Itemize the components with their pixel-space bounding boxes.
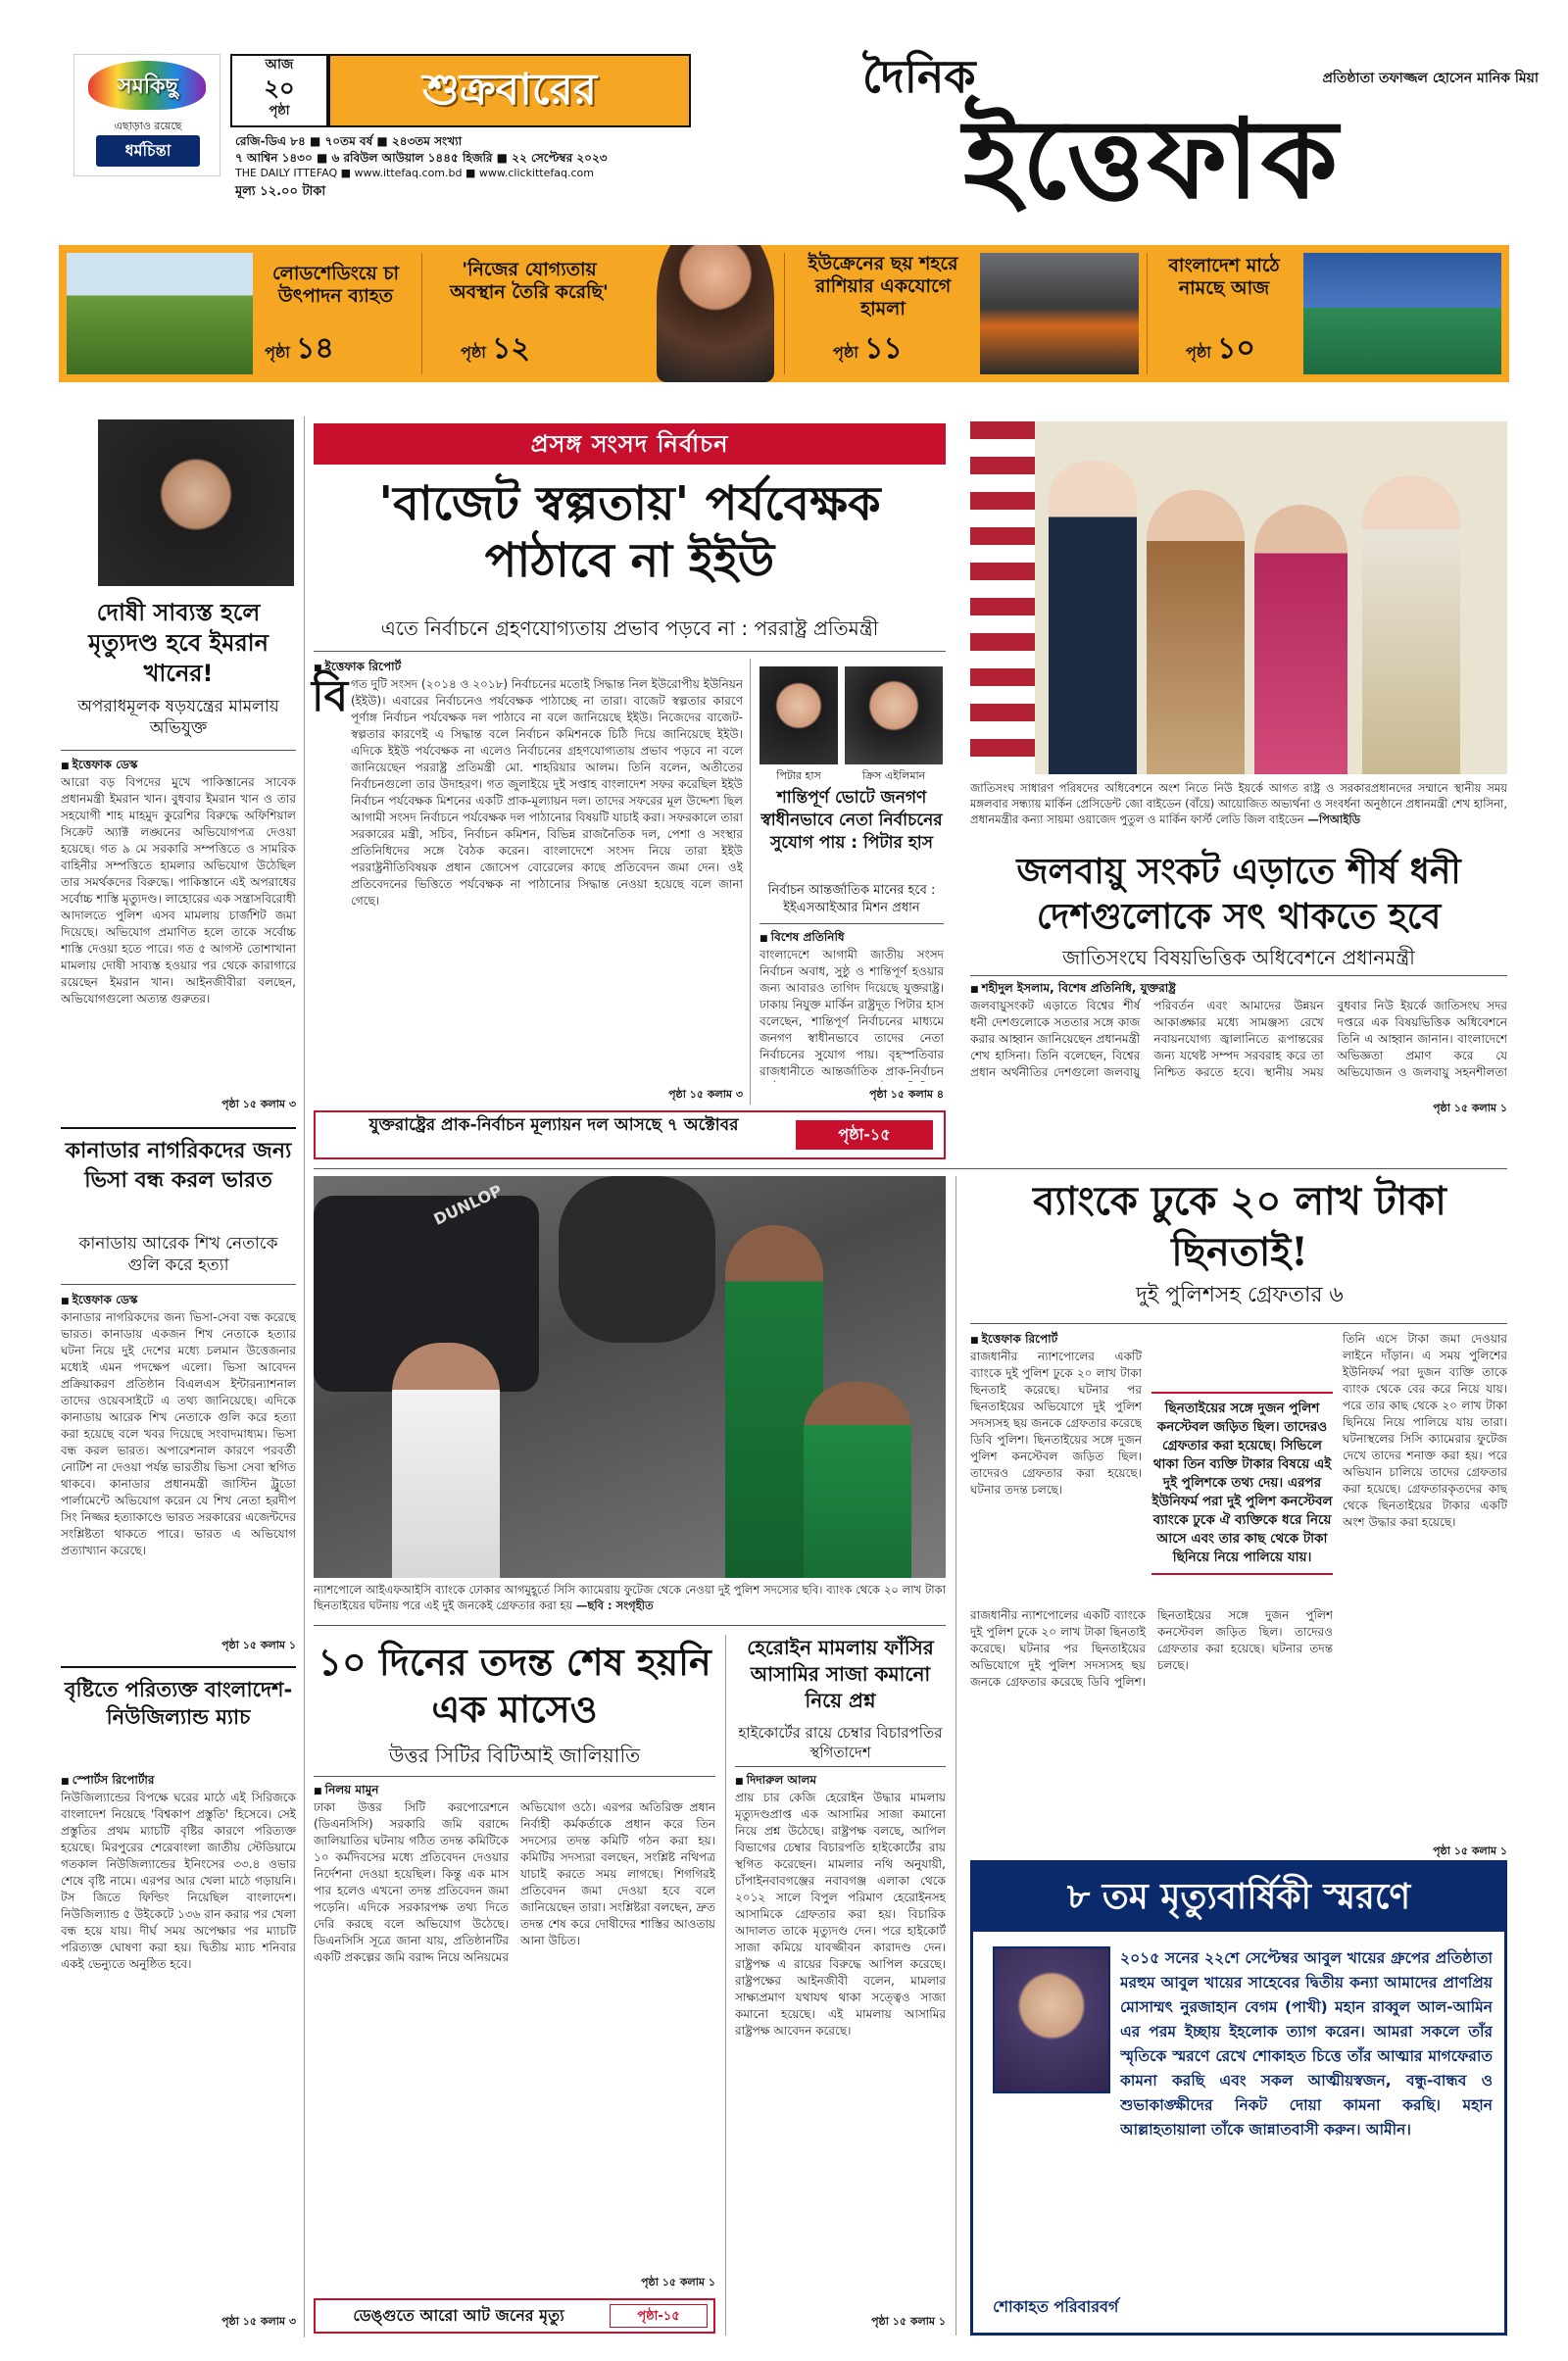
hasina-figure (1147, 490, 1245, 774)
biden-figure (1049, 461, 1137, 774)
rule (970, 975, 1507, 976)
us-strip-text: যুক্তরাষ্ট্রের প্রাক-নির্বাচন মূল্যায়ন দল আসছে ৭ অক্টোবর (368, 1115, 739, 1135)
obituary-portrait (993, 1946, 1110, 2093)
imran-continued[interactable]: পৃষ্ঠা ১৫ কলাম ৩ (221, 1098, 296, 1110)
probe-subheadline: উত্তর সিটির বিটিআই জালিয়াতি (388, 1744, 641, 1767)
teaser-page (461, 324, 530, 374)
eu-body: গত দুটি সংসদ (২০১৪ ও ২০১৮) নির্বাচনের মতোই সিদ্ধান্ত নিল ইউরোপীয় ইউনিয়ন (ইইউ)। এবারের নির্বাচনেও পর্যবেক্ষক পাঠাচ্ছে না তারা। বাজেট স্বল্পতার কারণে পূর্ণাঙ্গ নির্বাচন পর্যবেক্ষক দল পাঠাবে না বলে জানিয়েছে ইইউ। নিজেদের বাজেট-স্বল্পতার কারণেই এ সিদ্ধান্ত বলে নির্বাচন কমিশনকে চিঠি দিয়ে জানিয়েছে ইইউ। এদিকে ইইউ পর্যবেক্ষক না এলেও নির্বাচনের গ্রহণযোগ্যতায় প্রভাব পড়বে না বলে জানিয়েছেন পররাষ্ট্র প্রতিমন্ত্রী মো. শাহরিয়ার আলম। তিনি বলেন, অতীতের নির্বাচনগুলো তার উদাহরণ। গত জুলাইয়ে দুই সপ্তাহ বাংলাদেশ সফর করেছিল ইইউ নির্বাচন পর্যবেক্ষক মিশনের একটি প্রাক-মূল্যায়ন দল। তাদের সফরের মূল উদ্দেশ্য ছিল আগামী সংসদ নির্বাচনে পর্যবেক্ষক দল পাঠানোর বিষয়টি যাচাই করা। সফরকালে তারা সরকারের মন্ত্রী, সচিব, নির্বাচন কমিশন, বিভিন্ন রাজনৈতিক দল, পেশা ও সংস্থার প্রতিনিধিদের সঙ্গে বৈঠক করেন। বাংলাদেশে সংসদ নিয়ে তারা ইইউ পররাষ্ট্রনীতিবিষয়ক প্রধান জোসেপ বোরেলের কাছে প্রতিবেদন জমা দেন। ওই প্রতিবেদনের ভিত্তিতে পর্যবেক্ষক না পাঠানোর সিদ্ধান্ত নেওয়া হয়েছে বলে জানা গেছে। (351, 677, 743, 908)
biden-caption-text: জাতিসংঘ সাধারণ পরিষদের অধিবেশনে অংশ নিতে নিউ ইয়র্কে আগত রাষ্ট্র ও সরকারপ্রধানদের সম্মানে স্থানীয় সময় মঙ্গলবার সন্ধ্যায় মার্কিন প্রেসিডেন্ট জো বাইডেন (বাঁয়ে) আয়োজিত অভ্যর্থনা ও সংবর্ধনা অনুষ্ঠানে প্রধানমন্ত্রী শেখ হাসিনা, প্রধানমন্ত্রীর কন্যা সায়মা ওয়াজেদ পুতুল ও মার্কিন ফার্স্ট লেডি জিল বাইডেন (970, 781, 1507, 826)
climate-body: জলবায়ুসংকট এড়াতে বিশ্বের শীর্ষ ধনী দেশগুলোকে সততার সঙ্গে কাজ করার আহ্বান জানিয়েছেন প্রধানমন্ত্রী শেখ হাসিনা। তিনি বলেছেন, বিশ্বের প্রধান অর্থনীতির দেশগুলো জলবায়ু পরিবর্তন এবং আমাদের উন্নয়ন আকাঙ্ক্ষার মধ্যে সামঞ্জস্য রেখে নবায়নযোগ্য জ্বালানিতে রূপান্তরের জন্য যথেষ্ট সম্পদ সরবরাহ করে তা নিশ্চিত করতে হবে। স্থানীয় সময় বুধবার নিউ ইয়র্কে জাতিসংঘ সদর দপ্তরে এক বিষয়ভিত্তিক অধিবেশনে তিনি এ আহ্বান জানান। বাংলাদেশে অভিজ্ঞতা প্রমাণ করে যে অভিযোজন ও জলবায়ু সহনশীলতা (970, 999, 1507, 1079)
sponsor-logo-text: সমকিছু (118, 74, 178, 99)
actress-photo (657, 245, 774, 382)
obituary-title-bar (973, 1863, 1504, 1932)
bank-body-continued: রাজধানীর ন্যাশপোলের একটি ব্যাংকে দুই পুলিশ ঢুকে ২০ লাখ টাকা ছিনতাই করেছে। ঘটনার পর ছিনতাইয়ের অভিযোগে দুই পুলিশ সদস্যসহ ছয় জনকে গ্রেফতার করেছে ডিবি পুলিশ। ছিনতাইয়ের সঙ্গে দুজন পুলিশ কনস্টেবল জড়িত ছিল। তাদেরও গ্রেফতার করা হয়েছে। ঘটনার তদন্ত চলছে। (970, 1608, 1333, 1689)
teaser-ukraine[interactable] (784, 245, 1147, 382)
bank-continued[interactable]: পৃষ্ঠা ১৫ কলাম ১ (1433, 1845, 1507, 1857)
climate-subheadline: জাতিসংঘে বিষয়ভিত্তিক অধিবেশনে প্রধানমন্ত্রী (1062, 946, 1415, 969)
haas-subheadline: নির্বাচন আন্তর্জাতিক মানের হবে : ইইএসআইআর মিশন প্রধান (767, 883, 936, 915)
us-flag (970, 421, 1035, 774)
sponsor-brand: ধর্মচিন্তা (96, 135, 200, 167)
column-divider (304, 417, 305, 2337)
heroin-body: প্রায় চার কেজি হেরোইন উদ্ধার মামলায় মৃত্যুদণ্ডপ্রাপ্ত এক আসামির সাজা কমানো নিয়ে প্রশ্ন উঠেছে। রাষ্ট্রপক্ষ বলছে, আপিল বিভাগের চেম্বার বিচারপতি হাইকোর্টের রায় স্থগিত করেছেন। মামলার নথি অনুযায়ী, চাঁপাইনবাবগঞ্জের নবাবগঞ্জ এলাকা থেকে ২০১২ সালে বিপুল পরিমাণ হেরোইনসহ আসামিকে গ্রেফতার করা হয়। বিচারিক আদালত তাকে মৃত্যুদণ্ড দেন। পরে হাইকোর্ট সাজা কমিয়ে যাবজ্জীবন কারাদণ্ড দেন। রাষ্ট্রপক্ষ এ রায়ের বিরুদ্ধে আপিল করেছে। রাষ্ট্রপক্ষের আইনজীবী বলেন, মামলার সাক্ষ্যপ্রমাণ যথাযথ থাকা সত্ত্বেও সাজা কমানো হয়েছে। এই মামলায় আসামির রাষ্ট্রপক্ষ আবেদন করেছে। (735, 1791, 946, 2038)
cctv-photo (314, 1176, 946, 1578)
biden-credit: —পিআইডি (1307, 812, 1361, 826)
rule (314, 1776, 715, 1777)
us-assessment-strip[interactable] (314, 1110, 946, 1159)
rule (61, 750, 296, 751)
bank-pull-quote: ছিনতাইয়ের সঙ্গে দুজন পুলিশ কনস্টেবল জড়িত ছিল। তাদেরও গ্রেফতার করা হয়েছে। সিভিলে থাকা তিন ব্যক্তি টাকার বিষয়ে এই দুই পুলিশকে তথ্য দেয়। এরপর ইউনিফর্ম পরা দুই পুলিশ কনস্টেবল ব্যাংকে ঢুকে ঐ ব্যক্তিকে ধরে নিয়ে আসে এবং তার কাছ থেকে টাকা ছিনিয়ে নিয়ে পালিয়ে যায়। (1152, 1392, 1333, 1575)
date-line: ৭ আশ্বিন ১৪৩০ ■ ৬ রবিউল আউয়াল ১৪৪৫ হিজরি ■ ২২ সেপ্টেম্বর ২০২৩ (235, 151, 608, 165)
today-label: আজ (265, 57, 294, 73)
price: মূল্য ১২.০০ টাকা (235, 184, 326, 199)
section-rule (61, 1666, 296, 1668)
teaser-page-label: পৃষ্ঠা (1186, 343, 1211, 362)
probe-body: ঢাকা উত্তর সিটি করপোরেশনে (ডিএনসিসি) সরকারি জমি বরাদ্দে জালিয়াতির ঘটনায় গঠিত তদন্ত কমিটিকে ১০ কর্মদিবসের মধ্যে প্রতিবেদন দেওয়ার নির্দেশনা দেওয়া হয়েছিল। কিন্তু এক মাস পার হলেও এখনো তদন্ত প্রতিবেদন জমা পড়েনি। এদিকে সরকারপক্ষ তথ্য দিতে দেরি করছে বলে অভিযোগ উঠেছে। ডিএনসিসি সূত্রে জানা যায়, প্রতিষ্ঠানটির একটি প্রকল্পের জমি বরাদ্দ নিয়ে অনিয়মের অভিযোগ ওঠে। এরপর অতিরিক্ত প্রধান নির্বাহী কর্মকর্তাকে প্রধান করে তিন সদস্যের তদন্ত কমিটি গঠন করা হয়। কমিটির সদস্যরা বলছেন, সংশ্লিষ্ট নথিপত্র যাচাই করতে সময় লাগছে। শিগগিরই প্রতিবেদন জমা দেওয়া হবে বলে জানিয়েছেন তারা। সংশ্লিষ্টরা বলছেন, দ্রুত তদন্ত শেষ করে দোষীদের শাস্তির আওতায় আনা উচিত। (314, 1800, 715, 1964)
motorbike-shape (559, 1176, 715, 1343)
rule (314, 651, 946, 652)
kicker-banner (314, 423, 946, 465)
heroin-byline: ■ দিদারুল আলম (735, 1772, 816, 1792)
eilliman-caption: ক্রিস এইলিমান (861, 769, 926, 782)
canada-subheadline: কানাডায় আরেক শিখ নেতাকে গুলি করে হত্যা (78, 1234, 278, 1275)
saima-figure (1254, 505, 1348, 774)
obituary-body: ২০১৫ সনের ২২শে সেপ্টেম্বর আবুল খায়ের গ্রুপের প্রতিষ্ঠাতা মরহুম আবুল খায়ের সাহেবের দ্বিতীয় কন্যা আমাদের প্রাণপ্রিয় মোসাম্মৎ নুরজাহান বেগম (পাখী) মহান রাব্বুল আল-আমিন এর পরম ইচ্ছায় ইহলোক ত্যাগ করেন। আমরা সকলে তাঁর স্মৃতিকে স্মরণে রেখে শোকাহত চিত্তে তাঁর আত্মার মাগফেরাত কামনা করছি এবং সকল আত্মীয়স্বজন, বন্ধু-বান্ধব ও শুভাকাঙ্ক্ষীদের নিকট দোয়া কামনা করছি। মহান আল্লাহতায়ালা তাঁকে জান্নাতবাসী করুন। আমীন। (1120, 1949, 1493, 2139)
ukraine-fire-photo (980, 253, 1139, 374)
probe-byline: ■ নিলয় মামুন (314, 1782, 378, 1801)
haas-headline[interactable]: শান্তিপূর্ণ ভোটে জনগণ স্বাধীনভাবে নেতা নির্বাচনের সুযোগ পায় : পিটার হাস (760, 788, 943, 853)
canada-byline: ■ ইত্তেফাক ডেস্ক (61, 1292, 137, 1311)
imran-subheadline: অপরাধমূলক ষড়যন্ত্রের মামলায় অভিযুক্ত (77, 697, 279, 738)
teaser-page (833, 324, 903, 374)
teaser-page-label: পৃষ্ঠা (265, 343, 290, 362)
pages-label: পৃষ্ঠা (269, 104, 290, 119)
canada-headline[interactable]: কানাডার নাগরিকদের জন্য ভিসা বন্ধ করল ভারত (65, 1139, 292, 1193)
registration-line: রেজি-ডিএ ৮৪ ■ ৭০তম বর্ষ ■ ২৪৩তম সংখ্যা (235, 134, 463, 148)
section-rule (314, 1625, 946, 1626)
teaser-band (59, 245, 1509, 382)
obituary-title: ৮ তম মৃত্যুবার্ষিকী স্মরণে (1066, 1877, 1411, 1917)
dunlop-sign: DUNLOP (430, 1181, 506, 1229)
heroin-headline[interactable]: হেরোইন মামলায় ফাঁসির আসামির সাজা কমানো নিয়ে প্রশ্ন (747, 1636, 934, 1712)
climate-headline[interactable]: জলবায়ু সংকট এড়াতে শীর্ষ ধনী দেশগুলোকে সৎ থাকতে হবে (1016, 851, 1461, 937)
obituary-signature: শোকাহত পরিবারবর্গ (993, 2297, 1119, 2316)
football-team-photo (1303, 253, 1501, 374)
haas-body: বাংলাদেশে আগামী জাতীয় সংসদ নির্বাচন অবাধ, সুষ্ঠু ও শান্তিপূর্ণ হওয়ার জন্য আবারও তাগিদ দিয়েছে যুক্তরাষ্ট্র। ঢাকায় নিযুক্ত মার্কিন রাষ্ট্রদূত পিটার হাস বলেছেন, শান্তিপূর্ণ নির্বাচনের মাধ্যমে জনগণ স্বাধীনভাবে তাদের নেতা নির্বাচনের সুযোগ পায়। বৃহস্পতিবার রাজধানীতে আন্তর্জাতিক প্রাক-নির্বাচন (760, 948, 944, 1078)
day-banner-text: শুক্রবারের (421, 65, 597, 115)
rule (970, 1323, 1507, 1324)
cricket-continued[interactable]: পৃষ্ঠা ১৫ কলাম ৩ (221, 2315, 296, 2328)
heroin-subheadline: হাইকোর্টের রায়ে চেম্বার বিচারপতির স্থগিতাদেশ (738, 1724, 943, 1761)
tea-garden-photo (67, 253, 253, 374)
probe-continued[interactable]: পৃষ্ঠা ১৫ কলাম ১ (641, 2276, 715, 2288)
peter-haas-photo (760, 666, 838, 764)
teaser-title: ইউক্রেনের ছয় শহরে রাশিয়ার একযোগে হামলা (808, 253, 958, 320)
eu-subheadline: এতে নির্বাচনে গ্রহণযোগ্যতায় প্রভাব পড়বে না : পররাষ্ট্র প্রতিমন্ত্রী (380, 616, 879, 640)
cricket-byline: ■ স্পোর্টস রিপোর্টার (61, 1772, 155, 1792)
teaser-football[interactable] (1147, 245, 1509, 382)
teaser-tea[interactable] (59, 245, 421, 382)
cctv-caption (314, 1582, 946, 1615)
dengue-strip-text: ডেঙ্গুতে আরো আট জনের মৃত্যু (353, 2306, 564, 2325)
eu-headline[interactable]: 'বাজেট স্বল্পতায়' পর্যবেক্ষক পাঠাবে না ইইউ (378, 476, 881, 588)
sponsor-logo (74, 54, 220, 176)
dengue-strip[interactable] (314, 2298, 715, 2334)
haas-byline: ■ বিশেষ প্রতিনিধি (760, 929, 845, 949)
imran-headline[interactable]: দোষী সাব্যস্ত হলে মৃত্যুদণ্ড হবে ইমরান খানের! (88, 599, 269, 687)
cricket-headline[interactable]: বৃষ্টিতে পরিত্যক্ত বাংলাদেশ-নিউজিল্যান্ড ম্যাচ (64, 1678, 293, 1729)
heroin-continued[interactable]: পৃষ্ঠা ১৫ কলাম ১ (871, 2315, 946, 2328)
haas-caption: পিটার হাস (776, 769, 821, 782)
teaser-title: 'নিজের যোগ্যতায় অবস্থান তৈরি করেছি' (450, 259, 609, 303)
teaser-title: বাংলাদেশ মাঠে নামছে আজ (1168, 255, 1280, 299)
chris-eilliman-photo (845, 666, 943, 764)
teaser-page-number: ১১ (863, 331, 903, 366)
kicker-text: প্রসঙ্গ সংসদ নির্বাচন (530, 430, 729, 458)
suspect-civilian (392, 1343, 500, 1578)
teaser-page-number: ১৪ (295, 331, 334, 366)
column-divider (725, 1635, 726, 2336)
teaser-page-label: পৃষ্ঠা (461, 343, 486, 362)
bank-body-2: তিনি এসে টাকা জমা দেওয়ার লাইনে দাঁড়ান। এ সময় পুলিশের ইউনিফর্ম পরা দুজন ব্যক্তি তাকে ব্যাংক থেকে বের করে নিয়ে যায়। পরে তার কাছ থেকে ২০ লাখ টাকা ছিনিয়ে নিয়ে পালিয়ে যায় তারা। ঘটনাস্থলের সিসি ক্যামেরার ফুটেজ দেখে তাদের শনাক্ত করা হয়। পরে অভিযান চালিয়ে তাদের গ্রেফতার করা হয়েছে। গ্রেফতারকৃতদের কাছ থেকে ছিনতাইয়ের টাকার একটি অংশ উদ্ধার করা হয়েছে। (1343, 1332, 1507, 1529)
bank-body-3 (970, 1607, 1333, 1838)
bank-subheadline: দুই পুলিশসহ গ্রেফতার ৬ (1136, 1283, 1344, 1307)
teaser-page (265, 324, 334, 374)
climate-byline: ■ শহীদুল ইসলাম, বিশেষ প্রতিনিধি, যুক্তরাষ্ট্র (970, 980, 1176, 1000)
teaser-page-number: ১০ (1216, 331, 1255, 366)
rule (61, 1284, 296, 1285)
bank-headline[interactable]: ব্যাংকে ঢুকে ২০ লাখ টাকা ছিনতাই! (1033, 1178, 1446, 1275)
paper-name: ইত্তেফাক (962, 95, 1341, 223)
teaser-actress[interactable] (421, 245, 784, 382)
sponsor-subtext: এছাড়াও রয়েছে (114, 120, 182, 132)
teaser-title: লোডশেডিংয়ে চা উৎপাদন ব্যাহত (271, 263, 400, 307)
eu-continued[interactable]: পৃষ্ঠা ১৫ কলাম ৩ (668, 1088, 743, 1101)
climate-continued[interactable]: পৃষ্ঠা ১৫ কলাম ১ (1433, 1102, 1507, 1114)
bank-body-1: রাজধানীর ন্যাশপোলের একটি ব্যাংকে দুই পুলিশ ঢুকে ২০ লাখ টাকা ছিনতাই করেছে। ঘটনার পর ছিনতাইয়ের অভিযোগে দুই পুলিশ সদস্যসহ ছয় জনকে গ্রেফতার করেছে ডিবি পুলিশ। ছিনতাইয়ের সঙ্গে দুজন পুলিশ কনস্টেবল জড়িত ছিল। তাদেরও গ্রেফতার করা হয়েছে। ঘটনার তদন্ত চলছে। (970, 1350, 1142, 1497)
eu-dropcap: বি (312, 671, 349, 721)
teaser-page-label: পৃষ্ঠা (833, 343, 858, 362)
cricket-body: নিউজিল্যান্ডের বিপক্ষে ঘরের মাঠে এই সিরিজকে বাংলাদেশ নিয়েছে 'বিশ্বকাপ প্রস্তুতি' হিসেবে। সেই প্রস্তুতির প্রথম ম্যাচটি বৃষ্টির কারণে পরিত্যক্ত হয়েছে। মিরপুরের শেরেবাংলা জাতীয় স্টেডিয়ামে গতকাল নিউজিল্যান্ডের ইনিংসের ৩৩.৪ ওভার শেষে বৃষ্টি নামে। এরপর আর খেলা মাঠে গড়ায়নি। টস জিতে ফিল্ডিং নিয়েছিল বাংলাদেশ। নিউজিল্যান্ড ৫ উইকেটে ১৩৬ রান করার পর খেলা বন্ধ হয়ে যায়। দীর্ঘ সময় অপেক্ষার পর ম্যাচটি পরিত্যক্ত ঘোষণা করা হয়। দ্বিতীয় ম্যাচ শনিবার একই ভেন্যুতে অনুষ্ঠিত হবে। (61, 1791, 296, 1971)
rule (760, 923, 944, 924)
imran-khan-photo (98, 419, 294, 586)
masthead (0, 0, 1568, 382)
page-count-box (230, 54, 328, 127)
eu-byline: ■ ইত্তেফাক রিপোর্ট (314, 659, 401, 678)
founder-line: প্রতিষ্ঠাতা তফাজ্জল হোসেন মানিক মিয়া (1322, 71, 1539, 86)
imran-byline: ■ ইত্তেফাক ডেস্ক (61, 757, 137, 776)
column-divider (750, 659, 751, 1105)
jill-biden-figure (1362, 475, 1460, 774)
bank-byline: ■ ইত্তেফাক রিপোর্ট (970, 1331, 1057, 1351)
pages-count: ২০ (264, 74, 295, 102)
teaser-page (1186, 324, 1255, 374)
canada-continued[interactable]: পৃষ্ঠা ১৫ কলাম ১ (221, 1639, 296, 1651)
cctv-credit: —ছবি : সংগৃহীত (575, 1599, 654, 1612)
canada-body: কানাডার নাগরিকদের জন্য ভিসা-সেবা বন্ধ করেছে ভারত। কানাডায় একজন শিখ নেতাকে হত্যার ঘটনা নিয়ে দুই দেশের মধ্যে চলমান উত্তেজনার মধ্যেই এমন পদক্ষেপ এলো। ভিসা আবেদন প্রক্রিয়াকরণ প্রতিষ্ঠান বিএলএস ইন্টারন্যাশনাল তাদের ওয়েবসাইটে এ তথ্য জানিয়েছে। এদিকে কানাডায় আরেক শিখ নেতাকে গুলি করে হত্যা করা হয়েছে বলে খবর দিয়েছে সংবাদমাধ্যম। ভিসা বন্ধ করল ভারত। অপারেশনাল কারণে পরবর্তী নোটিশ না দেওয়া পর্যন্ত ভারতীয় ভিসা সেবা স্থগিত থাকবে। কানাডার প্রধানমন্ত্রী জাস্টিন ট্রুডো পার্লামেন্টে অভিযোগ করেন যে শিখ নেতা হরদীপ সিং নিজ্জর হত্যাকাণ্ডে ভারত সরকারের এজেন্টদের সংশ্লিষ্টতা থাকতে পারে। ভারত এ অভিযোগ প্রত্যাখ্যান করেছে। (61, 1310, 296, 1557)
police-officer-2 (804, 1382, 911, 1578)
day-banner (328, 54, 691, 127)
web-line: THE DAILY ITTEFAQ ■ www.ittefaq.com.bd ■ www.clickittefaq.com (235, 167, 594, 179)
section-rule (61, 1127, 296, 1129)
obituary-box (970, 1860, 1507, 2336)
biden-caption (970, 780, 1507, 847)
rule (735, 1766, 946, 1767)
section-rule (314, 1168, 1507, 1169)
paper-prefix: দৈনিক (862, 50, 976, 103)
us-strip-page: পৃষ্ঠা-১৫ (796, 1120, 933, 1150)
probe-headline[interactable]: ১০ দিনের তদন্ত শেষ হয়নি এক মাসেও (318, 1640, 711, 1731)
biden-reception-photo (970, 421, 1507, 774)
dengue-strip-page: পৃষ্ঠা-১৫ (610, 2304, 708, 2328)
cctv-caption-text: ন্যাশপোলে আইএফআইসি ব্যাংকে ঢোকার আগমুহূর্তে সিসি ক্যামেরায় ফুটেজ থেকে নেওয়া দুই পুলিশ সদস্যের ছবি। ব্যাংক থেকে ২০ লাখ টাকা ছিনতাইয়ের ঘটনায় পরে এই দুই জনকেই গ্রেফতার করা হয় (314, 1583, 946, 1612)
haas-continued[interactable]: পৃষ্ঠা ১৫ কলাম ৪ (869, 1088, 944, 1101)
teaser-page-number: ১২ (491, 331, 530, 366)
imran-body: আরো বড় বিপদের মুখে পাকিস্তানের সাবেক প্রধানমন্ত্রী ইমরান খান। বুধবার ইমরান খান ও তার সহযোগী শাহ মাহমুদ কুরেশির বিরুদ্ধে অফিশিয়াল সিক্রেট অ্যাক্ট লঙ্ঘনের অভিযোগপত্র দেওয়া হয়েছে। গত ৯ মে সরকারি সম্পত্তিতে ও সামরিক বাহিনীর সম্পত্তিতে হামলার অভিযোগ উঠেছিল তার সমর্থকদের বিরুদ্ধে। পাকিস্তানে এই অপরাধের সর্বোচ্চ শাস্তি মৃত্যুদণ্ড। লাহোরের এক সন্ত্রাসবিরোধী আদালতে পুলিশ এসব মামলায় চার্জশিট জমা দিয়েছে। অভিযোগ প্রমাণিত হলে তাকে সর্বোচ্চ শাস্তি দেওয়া হতে পারে। গত ৫ আগস্ট তোশাখানা মামলায় দোষী সাব্যস্ত হওয়ার পর থেকে কারাগারে রয়েছেন ইমরান খান। আইনজীবীরা বলছেন, অভিযোগগুলো অত্যন্ত গুরুতর। (61, 775, 296, 1006)
